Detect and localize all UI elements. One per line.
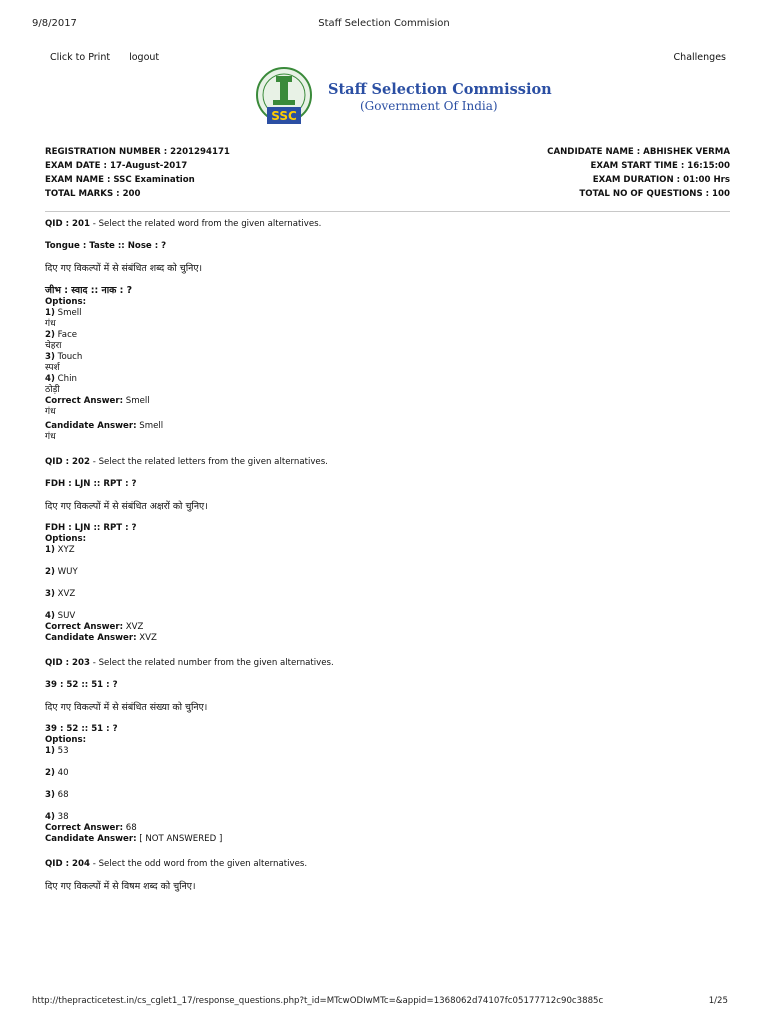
- question-stem: 39 : 52 :: 51 : ?: [45, 680, 118, 690]
- question-instruction: - Select the odd word from the given alternatives.: [90, 859, 308, 869]
- candidate-name: CANDIDATE NAME : ABHISHEK VERMA: [547, 147, 730, 157]
- option-item: 3) Touch: [45, 352, 83, 362]
- question-instruction-hindi: दिए गए विकल्पों में से संबंधित अक्षरों को चुनिए।: [45, 501, 208, 512]
- option-item: 1) Smell: [45, 308, 82, 318]
- questions-list: [45, 219, 730, 903]
- qid-label: QID : 202: [45, 457, 90, 467]
- question-instruction-hindi: दिए गए विकल्पों में से संबंधित संख्या को चुनिए।: [45, 702, 208, 713]
- qid-label: QID : 201: [45, 219, 90, 229]
- option-item: 3) XVZ: [45, 589, 76, 599]
- option-item: 4) SUV: [45, 611, 76, 621]
- qid-label: QID : 204: [45, 859, 90, 869]
- option-item: 1) 53: [45, 746, 69, 756]
- option-hindi: गंध: [45, 319, 56, 329]
- question-instruction: - Select the related number from the given alternatives.: [90, 658, 334, 668]
- question-203: [45, 658, 730, 859]
- candidate-answer: Candidate Answer: XVZ: [45, 633, 157, 643]
- correct-answer: Correct Answer: XVZ: [45, 622, 144, 632]
- option-item: 4) Chin: [45, 374, 77, 384]
- question-heading: [45, 658, 730, 669]
- challenges-link[interactable]: Challenges: [673, 52, 726, 63]
- option-hindi: चेहरा: [45, 341, 62, 351]
- registration-number: REGISTRATION NUMBER : 2201294171: [45, 147, 230, 157]
- question-instruction-hindi: दिए गए विकल्पों में से विषम शब्द को चुनिए।: [45, 881, 196, 892]
- option-item: 2) WUY: [45, 567, 78, 577]
- question-201: [45, 219, 730, 457]
- print-title: Staff Selection Commision: [318, 18, 450, 29]
- exam-date: EXAM DATE : 17-August-2017: [45, 161, 188, 171]
- top-links: [50, 52, 726, 63]
- option-item: 2) 40: [45, 768, 69, 778]
- org-subtitle: (Government Of India): [360, 99, 498, 113]
- options-label: Options:: [45, 297, 87, 307]
- question-stem-repeat: 39 : 52 :: 51 : ?: [45, 724, 118, 734]
- divider: [45, 211, 730, 212]
- qid-label: QID : 203: [45, 658, 90, 668]
- page-number: 1/25: [708, 996, 728, 1006]
- correct-answer: Correct Answer: Smell: [45, 396, 150, 406]
- option-hindi: स्पर्श: [45, 363, 60, 373]
- question-stem-hindi: जीभ : स्वाद :: नाक : ?: [45, 285, 133, 296]
- option-item: 2) Face: [45, 330, 78, 340]
- question-instruction: - Select the related letters from the given alternatives.: [90, 457, 328, 467]
- exam-name: EXAM NAME : SSC Examination: [45, 175, 195, 185]
- question-heading: [45, 219, 730, 230]
- page-url: http://thepracticetest.in/cs_cglet1_17/response_questions.php?t_id=MTcwODIwMTc=&appid=1368062d74107fc05177712c90c3885c: [32, 996, 604, 1006]
- logout-link[interactable]: logout: [129, 52, 160, 63]
- brand-header: [255, 66, 552, 130]
- correct-answer-hindi: गंध: [45, 407, 56, 417]
- org-name: Staff Selection Commission: [328, 81, 552, 98]
- option-hindi: ठोड़ी: [45, 385, 60, 395]
- total-questions: TOTAL NO OF QUESTIONS : 100: [579, 189, 730, 199]
- candidate-answer: Candidate Answer: [ NOT ANSWERED ]: [45, 834, 223, 844]
- options-label: Options:: [45, 735, 87, 745]
- exam-start-time: EXAM START TIME : 16:15:00: [590, 161, 730, 171]
- question-stem-repeat: FDH : LJN :: RPT : ?: [45, 523, 137, 533]
- options-label: Options:: [45, 534, 87, 544]
- print-footer: [32, 996, 728, 1006]
- question-heading: [45, 859, 730, 870]
- ssc-logo-icon: [255, 66, 313, 128]
- total-marks: TOTAL MARKS : 200: [45, 189, 141, 199]
- click-to-print-link[interactable]: Click to Print: [50, 52, 111, 63]
- option-item: 1) XYZ: [45, 545, 75, 555]
- logo-text: SSC: [271, 109, 297, 123]
- question-stem: Tongue : Taste :: Nose : ?: [45, 241, 167, 251]
- candidate-answer-hindi: गंध: [45, 432, 56, 442]
- option-item: 4) 38: [45, 812, 69, 822]
- correct-answer: Correct Answer: 68: [45, 823, 137, 833]
- question-stem: FDH : LJN :: RPT : ?: [45, 479, 137, 489]
- candidate-answer: Candidate Answer: Smell: [45, 421, 164, 431]
- option-item: 3) 68: [45, 790, 69, 800]
- exam-duration: EXAM DURATION : 01:00 Hrs: [592, 175, 730, 185]
- print-date: 9/8/2017: [32, 18, 77, 29]
- question-heading: [45, 457, 730, 468]
- question-204: [45, 859, 730, 893]
- question-instruction: - Select the related word from the given alternatives.: [90, 219, 322, 229]
- question-instruction-hindi: दिए गए विकल्पों में से संबंधित शब्द को चुनिए।: [45, 263, 203, 274]
- meta-right: [547, 145, 730, 201]
- meta-left: [45, 145, 230, 201]
- question-202: [45, 457, 730, 658]
